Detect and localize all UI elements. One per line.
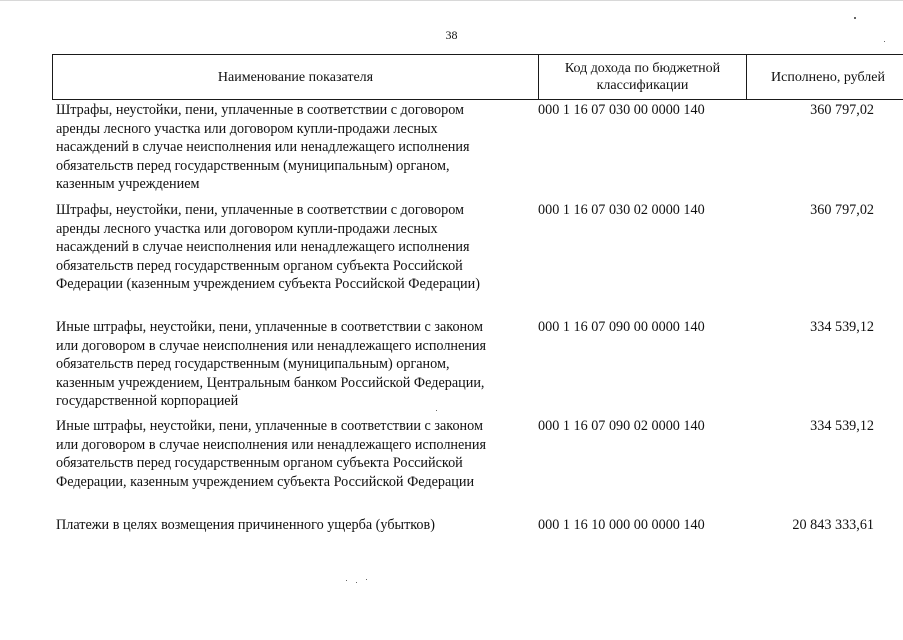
row-name-line: казенным учреждением (56, 176, 200, 193)
row-code: 000 1 16 10 000 00 0000 140 (538, 517, 705, 533)
row-name-line: казенным учреждением, Центральным банком Российской Федерации, (56, 374, 485, 391)
scan-speck (854, 17, 856, 19)
scan-speck (884, 41, 885, 42)
row-name (56, 101, 531, 194)
row-name (56, 417, 531, 491)
table-header (52, 54, 903, 100)
table-header-row (53, 55, 903, 100)
page-number: 38 (445, 28, 458, 42)
row-name-line: государственной корпорацией (56, 393, 239, 410)
row-code: 000 1 16 07 030 00 0000 140 (538, 102, 705, 118)
row-code: 000 1 16 07 090 00 0000 140 (538, 319, 705, 335)
scan-top-edge (0, 0, 903, 1)
row-name (56, 318, 531, 411)
header-name-cell: Наименование показателя (53, 55, 539, 100)
header-code-cell (539, 55, 747, 100)
row-name-line: обязательств перед государственным органом субъекта Российской (56, 257, 463, 274)
row-amount: 360 797,02 (810, 102, 874, 118)
scan-speck (366, 579, 367, 580)
row-name-line: аренды лесного участка или договором купли-продажи лесных (56, 220, 438, 237)
row-name-line: обязательств перед государственным (муниципальным) органом, (56, 356, 450, 373)
header-code-line1: Код дохода по бюджетной (564, 61, 721, 76)
row-name-line: обязательств перед государственным (муниципальным) органом, (56, 157, 450, 174)
row-name-line: Иные штрафы, неустойки, пени, уплаченные в соответствии с законом (56, 319, 483, 335)
row-name-line: Штрафы, неустойки, пени, уплаченные в соответствии с договором (56, 202, 465, 218)
row-code: 000 1 16 07 090 02 0000 140 (538, 418, 705, 434)
row-name-line: или договором в случае неисполнения или ненадлежащего исполнения (56, 436, 487, 453)
row-name-line: Платежи в целях возмещения причиненного ущерба (убытков) (56, 517, 435, 533)
scan-speck (356, 582, 357, 583)
scan-speck (346, 580, 347, 581)
row-amount: 20 843 333,61 (792, 517, 874, 533)
row-name-line: Штрафы, неустойки, пени, уплаченные в соответствии с договором (56, 102, 465, 118)
row-name-line: Федерации, казенным учреждением субъекта Российской Федерации (56, 473, 475, 490)
row-name-line: Иные штрафы, неустойки, пени, уплаченные в соответствии с законом (56, 418, 483, 434)
row-name-line: обязательств перед государственным органом субъекта Российской (56, 455, 463, 472)
row-name-line: насаждений в случае неисполнения или ненадлежащего исполнения (56, 139, 470, 156)
header-code-line2: классификации (596, 78, 689, 93)
row-name (56, 516, 531, 535)
row-amount: 334 539,12 (810, 319, 874, 335)
row-name-line: аренды лесного участка или договором купли-продажи лесных (56, 120, 438, 137)
row-name-line: или договором в случае неисполнения или ненадлежащего исполнения (56, 337, 487, 354)
row-name-line: насаждений в случае неисполнения или ненадлежащего исполнения (56, 239, 470, 256)
row-amount: 334 539,12 (810, 418, 874, 434)
header-amount-cell: Исполнено, рублей (747, 55, 903, 100)
scan-speck (436, 410, 437, 411)
row-name-line: Федерации (казенным учреждением субъекта Российской Федерации) (56, 276, 480, 293)
row-name (56, 201, 531, 294)
row-code: 000 1 16 07 030 02 0000 140 (538, 202, 705, 218)
row-amount: 360 797,02 (810, 202, 874, 218)
